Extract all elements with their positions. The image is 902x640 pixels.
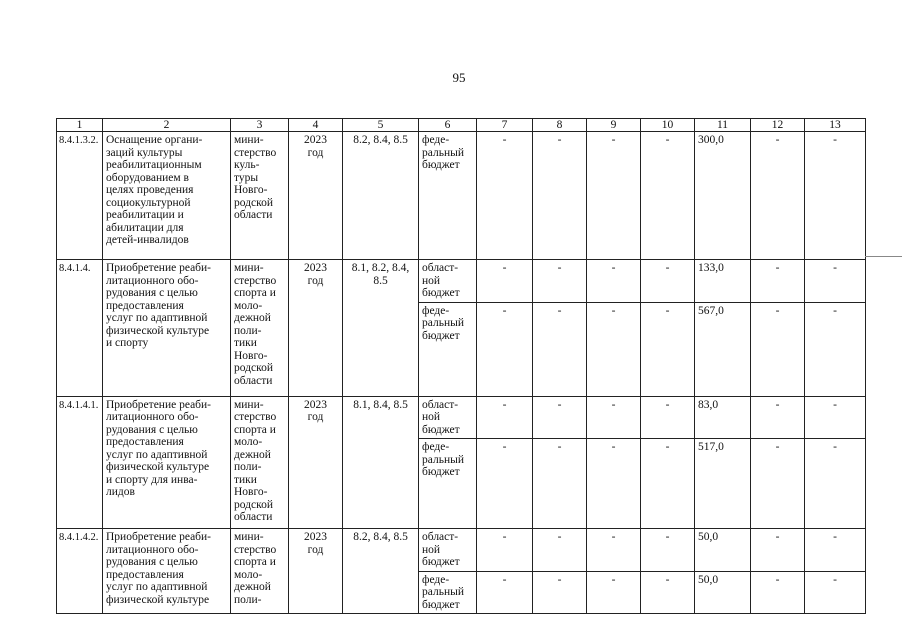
table-row xyxy=(57,260,866,303)
funding-c11: 567,0 xyxy=(695,302,751,396)
header-cell: 2 xyxy=(103,119,231,132)
funding-c10: - xyxy=(641,529,695,572)
funding-c8: - xyxy=(533,529,587,572)
funding-c11: 517,0 xyxy=(695,439,751,529)
funding-c8: - xyxy=(533,571,587,614)
funding-c10: - xyxy=(641,571,695,614)
activity-indicators: 8.1, 8.4, 8.5 xyxy=(343,396,419,529)
funding-c9: - xyxy=(587,260,641,303)
funding-c10: - xyxy=(641,302,695,396)
funding-c13: - xyxy=(805,529,866,572)
funding-c7: - xyxy=(477,396,533,439)
activity-code: 8.4.1.3.2. xyxy=(57,132,103,260)
funding-c12: - xyxy=(751,529,805,572)
header-cell: 13 xyxy=(805,119,866,132)
funding-c7: - xyxy=(477,571,533,614)
funding-c11: 300,0 xyxy=(695,132,751,260)
activity-executor: мини- стерство спорта и моло- дежной поли- тики Новго- родской области xyxy=(231,260,289,397)
funding-c13: - xyxy=(805,302,866,396)
funding-c9: - xyxy=(587,529,641,572)
funding-c11: 83,0 xyxy=(695,396,751,439)
activity-indicators: 8.1, 8.2, 8.4, 8.5 xyxy=(343,260,419,397)
funding-c9: - xyxy=(587,132,641,260)
activity-year: 2023 год xyxy=(289,396,343,529)
header-row xyxy=(57,119,866,132)
activity-code: 8.4.1.4. xyxy=(57,260,103,397)
funding-c7: - xyxy=(477,529,533,572)
funding-c12: - xyxy=(751,260,805,303)
funding-c7: - xyxy=(477,302,533,396)
table-row xyxy=(57,396,866,439)
funding-source: област- ной бюджет xyxy=(419,396,477,439)
activity-year: 2023 год xyxy=(289,260,343,397)
header-cell: 9 xyxy=(587,119,641,132)
activity-name: Приобретение реаби- литационного обо- рудования с целью предоставления услуг по адаптивной физической культуре и спорту xyxy=(103,260,231,397)
funding-source: феде- ральный бюджет xyxy=(419,132,477,260)
header-cell: 6 xyxy=(419,119,477,132)
funding-c8: - xyxy=(533,439,587,529)
funding-c8: - xyxy=(533,132,587,260)
funding-c13: - xyxy=(805,439,866,529)
funding-c9: - xyxy=(587,439,641,529)
header-cell: 12 xyxy=(751,119,805,132)
header-cell: 3 xyxy=(231,119,289,132)
funding-source: феде- ральный бюджет xyxy=(419,571,477,614)
activity-indicators: 8.2, 8.4, 8.5 xyxy=(343,529,419,614)
funding-c7: - xyxy=(477,132,533,260)
funding-c12: - xyxy=(751,302,805,396)
funding-c10: - xyxy=(641,132,695,260)
funding-c8: - xyxy=(533,396,587,439)
table-row xyxy=(57,132,866,260)
funding-c10: - xyxy=(641,439,695,529)
activity-code: 8.4.1.4.2. xyxy=(57,529,103,614)
funding-c12: - xyxy=(751,132,805,260)
funding-c11: 133,0 xyxy=(695,260,751,303)
funding-source: област- ной бюджет xyxy=(419,529,477,572)
funding-c13: - xyxy=(805,571,866,614)
funding-c7: - xyxy=(477,260,533,303)
activity-year: 2023 год xyxy=(289,132,343,260)
activity-name: Приобретение реаби- литационного обо- рудования с целью предоставления услуг по адаптивной физической культуре xyxy=(103,529,231,614)
funding-c12: - xyxy=(751,396,805,439)
header-cell: 1 xyxy=(57,119,103,132)
header-cell: 5 xyxy=(343,119,419,132)
funding-source: феде- ральный бюджет xyxy=(419,302,477,396)
table-row xyxy=(57,529,866,572)
activity-name: Приобретение реаби- литационного обо- рудования с целью предоставления услуг по адаптивной физической культуре и спорту для инва- лидов xyxy=(103,396,231,529)
funding-c9: - xyxy=(587,302,641,396)
page-number: 95 xyxy=(452,70,466,85)
funding-c11: 50,0 xyxy=(695,529,751,572)
funding-source: феде- ральный бюджет xyxy=(419,439,477,529)
funding-c13: - xyxy=(805,260,866,303)
funding-c12: - xyxy=(751,439,805,529)
funding-c8: - xyxy=(533,260,587,303)
activity-executor: мини- стерство спорта и моло- дежной поли- тики Новго- родской области xyxy=(231,396,289,529)
funding-source: област- ной бюджет xyxy=(419,260,477,303)
program-activities-table xyxy=(56,118,866,614)
activity-executor: мини- стерство куль- туры Новго- родской области xyxy=(231,132,289,260)
funding-c10: - xyxy=(641,396,695,439)
activity-indicators: 8.2, 8.4, 8.5 xyxy=(343,132,419,260)
funding-c13: - xyxy=(805,396,866,439)
activity-code: 8.4.1.4.1. xyxy=(57,396,103,529)
funding-c8: - xyxy=(533,302,587,396)
funding-c10: - xyxy=(641,260,695,303)
activity-executor: мини- стерство спорта и моло- дежной поли- xyxy=(231,529,289,614)
funding-c7: - xyxy=(477,439,533,529)
scan-artifact-line xyxy=(865,256,902,257)
activity-year: 2023 год xyxy=(289,529,343,614)
header-cell: 7 xyxy=(477,119,533,132)
funding-c12: - xyxy=(751,571,805,614)
funding-c13: - xyxy=(805,132,866,260)
header-cell: 11 xyxy=(695,119,751,132)
funding-c11: 50,0 xyxy=(695,571,751,614)
funding-c9: - xyxy=(587,571,641,614)
header-cell: 8 xyxy=(533,119,587,132)
header-cell: 4 xyxy=(289,119,343,132)
activity-name: Оснащение органи- заций культуры реабилитационным оборудованием в целях проведения социокультурной реабилитации и абилитации для детей-инвалидов xyxy=(103,132,231,260)
header-cell: 10 xyxy=(641,119,695,132)
funding-c9: - xyxy=(587,396,641,439)
